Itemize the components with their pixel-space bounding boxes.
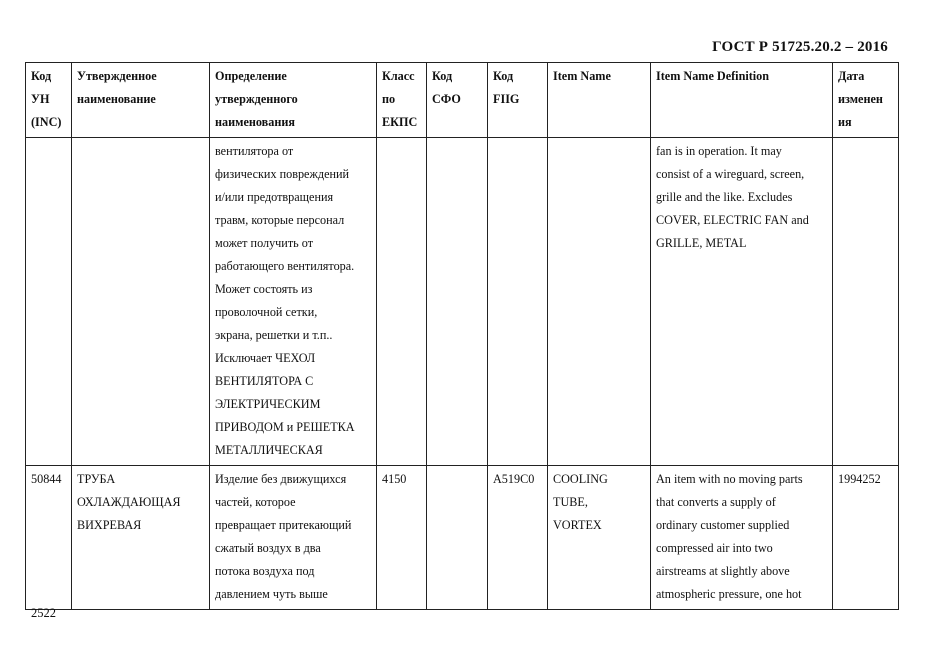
cell-item-name [548,138,651,466]
text-line: Исключает ЧЕХОЛ [215,351,316,365]
text-line: СФО [432,92,461,106]
text-line: VORTEX [553,518,602,532]
text-line: Код [432,69,453,83]
header-definition [210,63,377,138]
text-line: ВИХРЕВАЯ [77,518,142,532]
text-line: An item with no moving parts [656,472,803,486]
cell-definition [210,138,377,466]
header-approved-name [72,63,210,138]
cell-sfo-code [427,466,488,610]
header-fiig-code [488,63,548,138]
text-line: потока воздуха под [215,564,315,578]
text-line: МЕТАЛЛИЧЕСКАЯ [215,443,323,457]
text-line: Определение [215,69,287,83]
text-line: COVER, ELECTRIC FAN and [656,213,809,227]
text-line: 1994252 [838,472,881,486]
text-line: grille and the like. Excludes [656,190,793,204]
text-line: compressed air into two [656,541,773,555]
text-line: утвержденного [215,92,298,106]
text-line: Код [493,69,514,83]
text-line: Может состоять из [215,282,313,296]
text-line: может получить от [215,236,314,250]
text-line: экрана, решетки и т.п.. [215,328,333,342]
cell-inc [26,466,72,610]
header-ekps-class [377,63,427,138]
text-line: ОХЛАЖДАЮЩАЯ [77,495,181,509]
text-line: Дата [838,69,865,83]
text-line: fan is in operation. It may [656,144,782,158]
text-line: превращает притекающий [215,518,352,532]
cell-ekps-class [377,138,427,466]
header-sfo-code [427,63,488,138]
table-header-row [26,63,899,138]
text-line: 4150 [382,472,407,486]
text-line: давлением чуть выше [215,587,328,601]
text-line: that converts a supply of [656,495,776,509]
text-line: consist of a wireguard, screen, [656,167,805,181]
text-line: Класс [382,69,415,83]
text-line: и/или предотвращения [215,190,334,204]
cell-change-date [833,466,899,610]
cell-item-name-definition [651,138,833,466]
text-line: сжатый воздух в два [215,541,321,555]
text-line: Item Name Definition [656,69,770,83]
table-row [26,466,899,610]
text-line: COOLING [553,472,608,486]
text-line: ия [838,115,852,129]
text-line: ТРУБА [77,472,116,486]
text-line: A519C0 [493,472,535,486]
cell-definition [210,466,377,610]
cell-change-date [833,138,899,466]
text-line: ПРИВОДОМ и РЕШЕТКА [215,420,355,434]
cell-sfo-code [427,138,488,466]
text-line: atmospheric pressure, one hot [656,587,802,601]
text-line: (INC) [31,115,62,129]
page-number: 2522 [31,606,56,620]
text-line: частей, которое [215,495,296,509]
text-line: изменен [838,92,883,106]
text-line: ВЕНТИЛЯТОРА С [215,374,314,388]
text-line: ЭЛЕКТРИЧЕСКИМ [215,397,321,411]
text-line: TUBE, [553,495,588,509]
cell-ekps-class [377,466,427,610]
text-line: травм, которые персонал [215,213,345,227]
text-line: airstreams at slightly above [656,564,790,578]
header-item-name [548,63,651,138]
text-line: наименования [215,115,295,129]
text-line: Утвержденное [77,69,157,83]
text-line: 50844 [31,472,62,486]
cell-fiig-code [488,466,548,610]
text-line: Код [31,69,52,83]
text-line: физических повреждений [215,167,350,181]
text-line: по [382,92,396,106]
cell-item-name [548,466,651,610]
text-line: Изделие без движущихся [215,472,347,486]
text-line: УН [31,92,50,106]
text-line: наименование [77,92,156,106]
text-line: GRILLE, METAL [656,236,747,250]
cell-item-name-definition [651,466,833,610]
table-row [26,138,899,466]
header-change-date [833,63,899,138]
cell-approved-name [72,466,210,610]
cell-approved-name [72,138,210,466]
header-inc [26,63,72,138]
text-line: работающего вентилятора. [215,259,355,273]
text-line: Item Name [553,69,611,83]
cell-fiig-code [488,138,548,466]
text-line: ЕКПС [382,115,418,129]
text-line: проволочной сетки, [215,305,318,319]
cell-inc [26,138,72,466]
catalog-table [25,62,899,610]
text-line: ordinary customer supplied [656,518,790,532]
text-line: вентилятора от [215,144,294,158]
text-line: FIIG [493,92,520,106]
document-code: ГОСТ Р 51725.20.2 – 2016 [712,39,888,55]
header-item-name-definition [651,63,833,138]
